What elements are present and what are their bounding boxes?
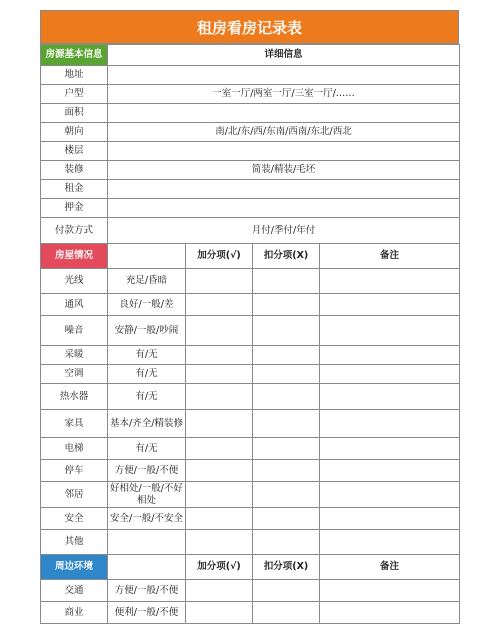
detail-header: 详细信息	[108, 45, 460, 66]
basic-row	[41, 66, 460, 85]
minus-cell[interactable]	[253, 384, 320, 410]
surround-row-options: 方便/一般/不便	[108, 580, 186, 602]
minus-column-header: 扣分项(X)	[253, 244, 320, 269]
house-row-options: 好相处/一般/不好相处	[108, 482, 186, 508]
note-cell[interactable]	[320, 580, 460, 602]
note-cell[interactable]	[320, 530, 460, 555]
house-row-label: 光线	[41, 269, 108, 294]
house-row-options: 充足/昏暗	[108, 269, 186, 294]
note-cell[interactable]	[320, 384, 460, 410]
basic-row-label: 付款方式	[41, 218, 108, 244]
plus-cell[interactable]	[186, 269, 253, 294]
rental-record-sheet	[40, 10, 459, 624]
house-header-row	[41, 244, 460, 269]
basic-row-label: 押金	[41, 199, 108, 218]
basic-row-label: 装修	[41, 161, 108, 180]
surround-row	[41, 580, 460, 602]
surround-header-blank	[108, 555, 186, 580]
basic-row	[41, 104, 460, 123]
house-row-label: 其他	[41, 530, 108, 555]
house-row-options: 有/无	[108, 438, 186, 460]
note-cell[interactable]	[320, 410, 460, 438]
sheet-title: 租房看房记录表	[40, 10, 459, 44]
note-cell[interactable]	[320, 316, 460, 346]
basic-row-label: 面积	[41, 104, 108, 123]
house-row-options: 基本/齐全/精装修	[108, 410, 186, 438]
house-row	[41, 316, 460, 346]
house-row	[41, 365, 460, 384]
note-column-header: 备注	[320, 555, 460, 580]
plus-cell[interactable]	[186, 384, 253, 410]
plus-cell[interactable]	[186, 316, 253, 346]
basic-row-label: 地址	[41, 66, 108, 85]
record-table	[40, 44, 460, 624]
plus-cell[interactable]	[186, 602, 253, 624]
minus-cell[interactable]	[253, 602, 320, 624]
house-row-options: 有/无	[108, 365, 186, 384]
basic-section-label: 房源基本信息	[41, 45, 108, 66]
note-cell[interactable]	[320, 438, 460, 460]
house-row-options: 安静/一般/吵闹	[108, 316, 186, 346]
plus-cell[interactable]	[186, 410, 253, 438]
basic-row-detail[interactable]: 月付/季付/年付	[108, 218, 460, 244]
house-row-label: 电梯	[41, 438, 108, 460]
basic-row-detail[interactable]	[108, 104, 460, 123]
minus-cell[interactable]	[253, 460, 320, 482]
house-row-label: 空调	[41, 365, 108, 384]
house-row	[41, 530, 460, 555]
minus-cell[interactable]	[253, 346, 320, 365]
basic-row-detail[interactable]	[108, 180, 460, 199]
record-table-body	[41, 45, 460, 624]
basic-row	[41, 123, 460, 142]
surround-header-row	[41, 555, 460, 580]
house-row-options: 有/无	[108, 346, 186, 365]
note-cell[interactable]	[320, 482, 460, 508]
surround-row-options: 便利/一般/不便	[108, 602, 186, 624]
basic-row	[41, 142, 460, 161]
basic-row-label: 朝向	[41, 123, 108, 142]
house-row	[41, 460, 460, 482]
plus-cell[interactable]	[186, 294, 253, 316]
house-row	[41, 482, 460, 508]
basic-row	[41, 161, 460, 180]
minus-cell[interactable]	[253, 294, 320, 316]
basic-row-detail[interactable]: 南/北/东/西/东南/西南/东北/西北	[108, 123, 460, 142]
basic-row-label: 户型	[41, 85, 108, 104]
basic-row	[41, 85, 460, 104]
house-row-options: 有/无	[108, 384, 186, 410]
house-row-options: 安全/一般/不安全	[108, 508, 186, 530]
house-header-blank	[108, 244, 186, 269]
house-row	[41, 508, 460, 530]
house-row-label: 家具	[41, 410, 108, 438]
house-row-label: 停车	[41, 460, 108, 482]
house-row-label: 采暖	[41, 346, 108, 365]
plus-cell[interactable]	[186, 365, 253, 384]
note-cell[interactable]	[320, 365, 460, 384]
house-row-options: 良好/一般/差	[108, 294, 186, 316]
house-row-label: 安全	[41, 508, 108, 530]
house-row-label: 邻居	[41, 482, 108, 508]
note-cell[interactable]	[320, 346, 460, 365]
minus-cell[interactable]	[253, 269, 320, 294]
note-cell[interactable]	[320, 294, 460, 316]
note-cell[interactable]	[320, 602, 460, 624]
note-cell[interactable]	[320, 508, 460, 530]
minus-cell[interactable]	[253, 316, 320, 346]
plus-cell[interactable]	[186, 482, 253, 508]
house-row	[41, 438, 460, 460]
house-row-options	[108, 530, 186, 555]
basic-row-detail[interactable]	[108, 142, 460, 161]
surround-section-label: 周边环境	[41, 555, 108, 580]
basic-row-label: 租金	[41, 180, 108, 199]
plus-cell[interactable]	[186, 346, 253, 365]
minus-cell[interactable]	[253, 438, 320, 460]
house-section-label: 房屋情况	[41, 244, 108, 269]
basic-row	[41, 199, 460, 218]
house-row-label: 噪音	[41, 316, 108, 346]
basic-row-detail[interactable]	[108, 66, 460, 85]
house-row	[41, 410, 460, 438]
basic-row-detail[interactable]: 简装/精装/毛坯	[108, 161, 460, 180]
basic-header-row	[41, 45, 460, 66]
plus-cell[interactable]	[186, 508, 253, 530]
note-cell[interactable]	[320, 460, 460, 482]
plus-cell[interactable]	[186, 530, 253, 555]
house-row	[41, 384, 460, 410]
minus-cell[interactable]	[253, 482, 320, 508]
minus-column-header: 扣分项(X)	[253, 555, 320, 580]
basic-row-label: 楼层	[41, 142, 108, 161]
surround-row-label: 交通	[41, 580, 108, 602]
note-column-header: 备注	[320, 244, 460, 269]
surround-row	[41, 602, 460, 624]
note-cell[interactable]	[320, 269, 460, 294]
plus-cell[interactable]	[186, 460, 253, 482]
house-row	[41, 294, 460, 316]
house-row-label: 热水器	[41, 384, 108, 410]
minus-cell[interactable]	[253, 580, 320, 602]
plus-column-header: 加分项(√)	[186, 555, 253, 580]
basic-row	[41, 218, 460, 244]
house-row	[41, 346, 460, 365]
plus-cell[interactable]	[186, 438, 253, 460]
plus-cell[interactable]	[186, 580, 253, 602]
surround-row-label: 商业	[41, 602, 108, 624]
plus-column-header: 加分项(√)	[186, 244, 253, 269]
basic-row	[41, 180, 460, 199]
basic-row-detail[interactable]: 一室一厅/两室一厅/三室一厅/……	[108, 85, 460, 104]
minus-cell[interactable]	[253, 410, 320, 438]
house-row	[41, 269, 460, 294]
house-row-options: 方便/一般/不便	[108, 460, 186, 482]
house-row-label: 通风	[41, 294, 108, 316]
minus-cell[interactable]	[253, 365, 320, 384]
minus-cell[interactable]	[253, 508, 320, 530]
minus-cell[interactable]	[253, 530, 320, 555]
basic-row-detail[interactable]	[108, 199, 460, 218]
